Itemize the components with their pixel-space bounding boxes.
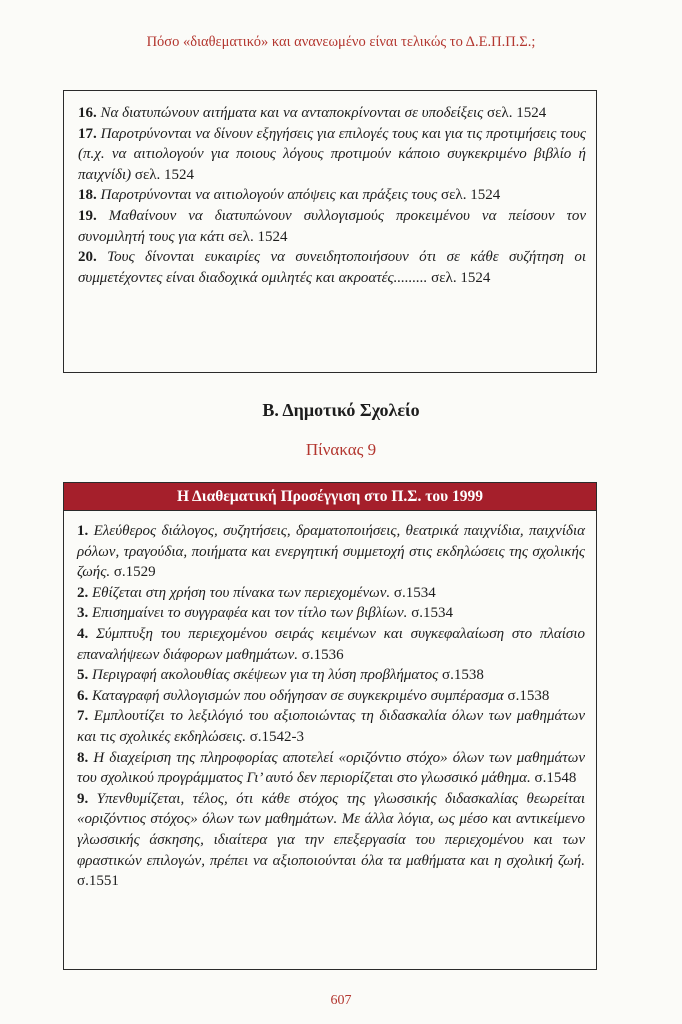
item-reference: σ.1534 <box>411 605 454 622</box>
table-title-bar: Η Διαθεματική Προσέγγιση στο Π.Σ. του 1999 <box>64 483 596 511</box>
item-number: 16. <box>78 105 97 121</box>
objectives-box-continued <box>63 90 597 373</box>
list-item <box>77 624 585 665</box>
list-item <box>77 748 585 789</box>
list-item <box>77 603 585 624</box>
list-item <box>78 185 586 206</box>
item-reference: σ.1551 <box>77 873 119 890</box>
list-item <box>77 583 585 604</box>
list-item <box>77 706 585 747</box>
item-text: Να διατυπώνουν αιτήματα και να ανταποκρίνονται σε υποδείξεις <box>100 105 484 121</box>
section-heading: Β. Δημοτικό Σχολείο <box>262 400 420 420</box>
item-number: 19. <box>78 207 97 224</box>
list-item <box>77 521 585 583</box>
item-text: Η διαχείριση της πληροφορίας αποτελεί «οριζόντιο στόχο» όλων των μαθημάτων του σχολικού προγράμματος Γι’ αυτό δεν περιορίζεται στο γλωσσικό μάθημα. <box>77 749 585 787</box>
item-number: 6. <box>77 687 89 704</box>
item-text: Περιγραφή ακολουθίας σκέψεων για τη λύση προβλήματος <box>92 667 439 684</box>
item-text: Σύμπτυξη του περιεχομένου σειράς κειμένων και συγκεφαλαίωση στο πλαίσιο επαναλήψεων διάφορων μαθημάτων. <box>77 625 585 663</box>
item-number: 3. <box>77 605 89 622</box>
list-item <box>78 247 586 288</box>
list-item <box>77 665 585 686</box>
table-content <box>64 511 596 892</box>
item-number: 4. <box>77 625 89 642</box>
item-reference: σ.1534 <box>393 584 436 601</box>
running-head: Πόσο «διαθεματικό» και ανανεωμένο είναι τελικώς το Δ.Ε.Π.Π.Σ.; <box>146 34 536 50</box>
item-text: Μαθαίνουν να διατυπώνουν συλλογισμούς προκειμένου να πείσουν τον συνομιλητή τους για κάτι <box>78 207 586 245</box>
item-reference: σ.1536 <box>301 646 344 663</box>
item-text: Τους δίνονται ευκαιρίες να συνειδητοποιήσουν ότι σε κάθε συζήτηση οι συμμετέχοντες είναι διαδοχικά ομιλητές και ακροατές......... <box>78 249 587 286</box>
list-item <box>77 789 585 892</box>
item-reference: σελ. 1524 <box>431 269 491 286</box>
item-number: 5. <box>77 667 89 684</box>
item-number: 18. <box>78 187 97 204</box>
item-number: 2. <box>77 584 89 601</box>
item-reference: σ.1548 <box>534 770 577 787</box>
item-text: Εμπλουτίζει το λεξιλόγιό του αξιοποιώντας τη διδασκαλία όλων των μαθημάτων και τις σχολικές εκδηλώσεις. <box>77 708 586 745</box>
item-text: Παροτρύνονται να δίνουν εξηγήσεις για επιλογές τους και για τις προτιμήσεις τους (π.χ. να αιτιολογούν για ποιους λόγους προτιμούν κάποιο συγκεκριμένο βιβλίο ή παιχνίδι) <box>78 125 587 183</box>
item-text: Ελεύθερος διάλογος, συζητήσεις, δραματοποιήσεις, θεατρικά παιχνίδια, παιχνίδια ρόλων, τραγούδια, ποιήματα και ενεργητική συμμετοχή στις εκδηλώσεις της σχολικής ζωής. <box>77 523 585 581</box>
item-number: 20. <box>78 249 97 266</box>
item-reference: σ.1538 <box>441 667 484 684</box>
item-reference: σ.1529 <box>113 564 156 581</box>
list-item <box>77 686 585 707</box>
item-reference: σελ. 1524 <box>228 228 288 245</box>
item-text: Παροτρύνονται να αιτιολογούν απόψεις και πράξεις τους <box>100 187 438 204</box>
item-reference: σελ. 1524 <box>134 166 195 183</box>
item-reference: σ.1542-3 <box>249 728 305 745</box>
item-number: 9. <box>77 790 89 807</box>
item-reference: σελ. 1524 <box>441 187 501 204</box>
table-label: Πίνακας 9 <box>305 440 377 459</box>
list-item <box>78 124 586 186</box>
item-reference: σελ. 1524 <box>487 105 547 121</box>
list-item <box>78 206 586 247</box>
item-text: Υπενθυμίζεται, τέλος, ότι κάθε στόχος της γλωσσικής διδασκαλίας θεωρείται «οριζόντιος στόχος» όλων των μαθημάτων. Με άλλα λόγια, ως μέσο και αντικείμενο γλωσσικής άσκησης, ιδιαίτερα για την επεξεργασία του περιεχομένου και των φραστικών επιλογών, πρέπει να αξιοποιούνται όλα τα μαθήματα και η σχολική ζωή. <box>77 790 586 869</box>
item-number: 17. <box>78 125 97 142</box>
item-text: Καταγραφή συλλογισμών που οδήγησαν σε συγκεκριμένο συμπέρασμα <box>92 687 504 704</box>
item-number: 7. <box>77 708 89 725</box>
item-text: Εθίζεται στη χρήση του πίνακα των περιεχομένων. <box>92 584 391 601</box>
item-reference: σ.1538 <box>507 687 550 704</box>
page-number: 607 <box>330 993 352 1008</box>
list-item <box>78 103 586 124</box>
item-number: 8. <box>77 749 89 766</box>
item-number: 1. <box>77 523 89 539</box>
item-text: Επισημαίνει το συγγραφέα και τον τίτλο των βιβλίων. <box>92 605 408 622</box>
table-9-box <box>63 482 597 970</box>
